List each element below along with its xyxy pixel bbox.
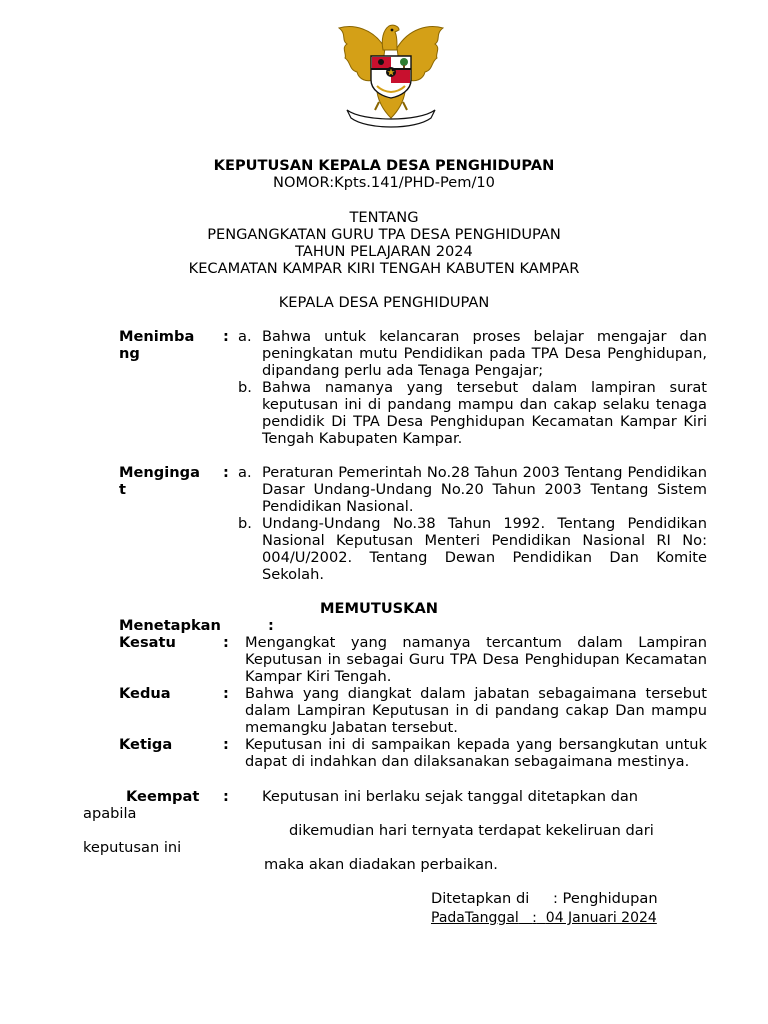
kedua-colon: : <box>223 685 229 702</box>
mengingat-colon: : <box>223 464 229 481</box>
date-label: PadaTanggal <box>431 910 519 926</box>
menimbang-b-marker: b. <box>238 379 252 396</box>
memutuskan-heading: MEMUTUSKAN <box>320 600 438 617</box>
garuda-emblem <box>333 18 449 132</box>
mengingat-a-text: Peraturan Pemerintah No.28 Tahun 2003 Tentang Pendidikan Dasar Undang-Undang No.20 Tahun 2003 Tentang Sistem Pendidikan Nasional. <box>262 464 707 515</box>
ketiga-text: Keputusan ini di sampaikan kepada yang bersangkutan untuk dapat di indahkan dan dilaksanakan sebagaimana mestinya. <box>245 736 707 770</box>
menetapkan-label: Menetapkan <box>119 617 221 634</box>
tentang-heading: TENTANG <box>349 209 419 226</box>
keempat-label: Keempat <box>126 788 200 805</box>
date-colon: : <box>532 910 537 926</box>
place-value: : Penghidupan <box>553 890 658 907</box>
keempat-line-2: apabila <box>83 805 137 822</box>
place-label: Ditetapkan di <box>431 890 530 907</box>
keempat-line-1: Keputusan ini berlaku sejak tanggal ditetapkan dan <box>262 788 639 805</box>
menetapkan-colon: : <box>268 617 274 634</box>
issuer-heading: KEPALA DESA PENGHIDUPAN <box>278 294 490 311</box>
document-title: KEPUTUSAN KEPALA DESA PENGHIDUPAN <box>213 157 555 174</box>
kesatu-text: Mengangkat yang namanya tercantum dalam Lampiran Keputusan in sebagai Guru TPA Desa Penghidupan Kecamatan Kampar Kiri Tengah. <box>245 634 707 685</box>
ketiga-colon: : <box>223 736 229 753</box>
mengingat-a-marker: a. <box>238 464 252 481</box>
kesatu-label: Kesatu <box>119 634 176 651</box>
mengingat-b-marker: b. <box>238 515 252 532</box>
date-value: 04 Januari 2024 <box>545 910 657 926</box>
subject-line-1: PENGANGKATAN GURU TPA DESA PENGHIDUPAN <box>207 226 561 243</box>
kedua-text: Bahwa yang diangkat dalam jabatan sebagaimana tersebut dalam Lampiran Keputusan in di pandang cakap Dan mampu memangku Jabatan tersebut. <box>245 685 707 736</box>
shield <box>371 56 411 98</box>
keempat-line-4: keputusan ini <box>83 839 182 856</box>
keempat-line-5: maka akan diadakan perbaikan. <box>264 856 498 873</box>
subject-line-3: KECAMATAN KAMPAR KIRI TENGAH KABUTEN KAMPAR <box>188 260 580 277</box>
mengingat-b-text: Undang-Undang No.38 Tahun 1992. Tentang Pendidikan Nasional Keputusan Menteri Pendidikan Nasional RI No: 004/U/2002. Tentang Dewan Pendidikan Dan Komite Sekolah. <box>262 515 707 583</box>
menimbang-colon: : <box>223 328 229 345</box>
date-line <box>431 910 673 927</box>
keempat-colon: : <box>223 788 229 805</box>
document-number: NOMOR:Kpts.141/PHD-Pem/10 <box>273 174 495 191</box>
mengingat-label: Menginga t <box>119 464 200 498</box>
kesatu-colon: : <box>223 634 229 651</box>
menimbang-a-marker: a. <box>238 328 252 345</box>
subject-line-2: TAHUN PELAJARAN 2024 <box>295 243 473 260</box>
kedua-label: Kedua <box>119 685 171 702</box>
ketiga-label: Ketiga <box>119 736 173 753</box>
menimbang-a-text: Bahwa untuk kelancaran proses belajar mengajar dan peningkatan mutu Pendidikan pada TPA Desa Penghidupan, dipandang perlu ada Tenaga Pengajar; <box>262 328 707 379</box>
garuda-head <box>382 25 399 50</box>
menimbang-b-text: Bahwa namanya yang tersebut dalam lampiran surat keputusan ini di pandang mampu dan cakap selaku tenaga pendidik Di TPA Desa Penghidupan Kecamatan Kampar Kiri Tengah Kabupaten Kampar. <box>262 379 707 447</box>
menimbang-label: Menimba ng <box>119 328 195 362</box>
keempat-line-3: dikemudian hari ternyata terdapat kekeliruan dari <box>289 822 654 839</box>
